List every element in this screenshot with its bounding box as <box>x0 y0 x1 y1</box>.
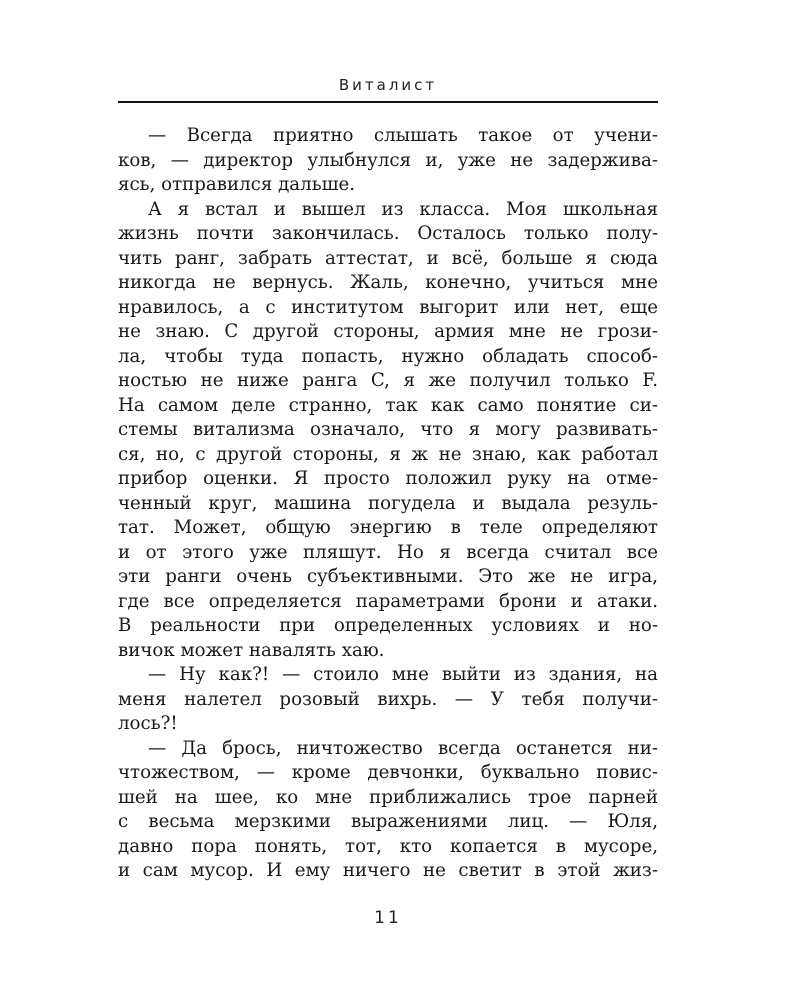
text-line: шей на шее, ко мне приближались трое парней <box>118 786 658 808</box>
text-line: чить ранг, забрать аттестат, и всё, больше я сюда <box>118 247 658 269</box>
text-line: лось?! <box>118 713 178 734</box>
text-line: А я встал и вышел из класса. Моя школьная <box>148 198 658 220</box>
text-line: ченный круг, машина погудела и выдала резуль- <box>118 492 658 514</box>
text-line: где все определяется параметрами брони и атаки. <box>118 590 658 612</box>
text-line: ла, чтобы туда попасть, нужно обладать способ- <box>118 345 658 367</box>
running-head: Виталист <box>338 76 438 94</box>
text-line: прибор оценки. Я просто положил руку на отме- <box>118 468 658 489</box>
text-line: нравилось, а с институтом выгорит или нет, еще <box>118 296 658 318</box>
text-line: — Да брось, ничтожество всегда останется ни- <box>148 737 658 759</box>
text-line: никогда не вернусь. Жаль, конечно, учиться мне <box>118 272 658 293</box>
body-text <box>118 124 658 884</box>
text-line: не знаю. С другой стороны, армия мне не грози- <box>118 321 658 342</box>
page-number: 11 <box>374 908 402 928</box>
text-line: эти ранги очень субъективными. Это же не игра, <box>118 566 658 587</box>
text-line: ясь, отправился дальше. <box>118 174 356 195</box>
text-line: ков, — директор улыбнулся и, уже не задержива- <box>118 149 658 171</box>
text-line: чтожеством, — кроме девчонки, буквально повис- <box>118 762 658 783</box>
text-line: с весьма мерзкими выражениями лиц. — Юля, <box>118 811 658 832</box>
text-line: тат. Может, общую энергию в теле определяют <box>118 517 658 538</box>
text-line: меня налетел розовый вихрь. — У тебя получи- <box>118 688 658 710</box>
text-line: стемы витализма означало, что я могу развивать- <box>118 419 658 440</box>
text-line: На самом деле странно, так как само понятие си- <box>118 394 658 416</box>
text-line: и от этого уже пляшут. Но я всегда считал все <box>118 541 658 563</box>
text-line: — Всегда приятно слышать такое от учени- <box>148 125 658 146</box>
text-line: давно пора понять, тот, кто копается в мусоре, <box>118 835 658 857</box>
text-line: вичок может навалять хаю. <box>118 639 385 661</box>
text-line: ся, но, с другой стороны, я ж не знаю, как работал <box>118 443 658 465</box>
header-rule <box>118 101 658 103</box>
text-line: ностью не ниже ранга C, я же получил только F. <box>118 370 658 391</box>
text-line: В реальности при определенных условиях и но- <box>118 615 658 636</box>
text-line: — Ну как?! — стоило мне выйти из здания, на <box>148 664 658 685</box>
text-line: жизнь почти закончилась. Осталось только полу- <box>118 223 658 244</box>
text-line: и сам мусор. И ему ничего не светит в этой жиз- <box>118 860 658 881</box>
